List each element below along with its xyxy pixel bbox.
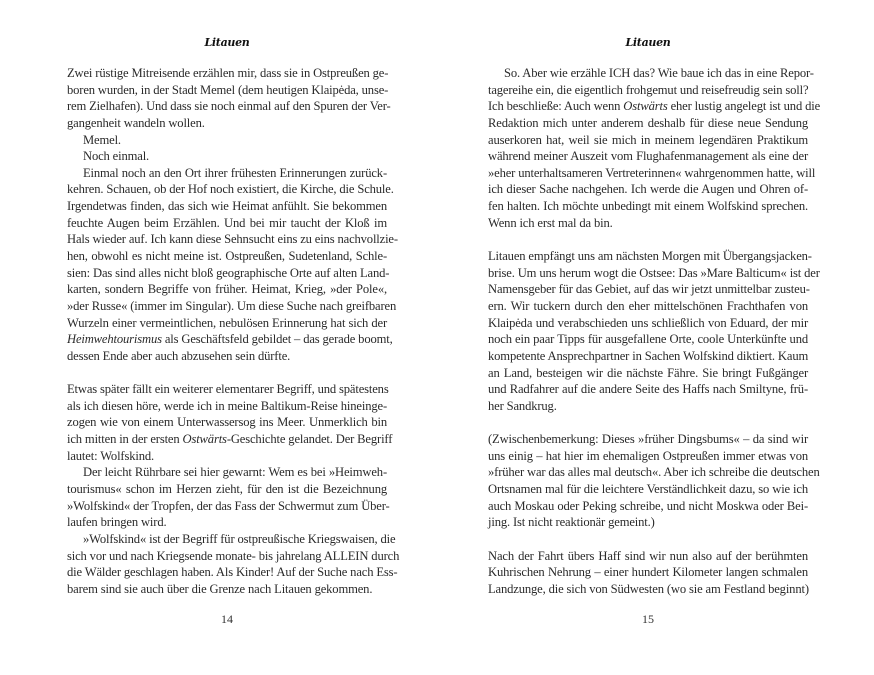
- text-line: [67, 315, 387, 332]
- text-line: [67, 548, 400, 565]
- text-span: »der Russe« (immer im Singular). Um diese Suche nach greifbaren: [67, 298, 397, 313]
- text-span: »früher war das alles mal deutsch«. Aber ich schreibe die deutschen: [488, 465, 820, 480]
- text-span: So. Aber wie erzähle ICH das? Wie baue ich das in eine Repor-: [504, 66, 814, 80]
- text-span: gangenheit wandeln wollen.: [67, 115, 205, 130]
- text-section: [488, 431, 820, 531]
- text-line: [67, 281, 387, 298]
- text-span: Memel.: [83, 132, 121, 147]
- text-line: [488, 65, 814, 82]
- text-section: [67, 65, 398, 365]
- text-line: [67, 348, 387, 365]
- text-span: Hals wieder auf. Ich kann diese Sehnsucht eins zu eins nachvollzie-: [67, 232, 398, 247]
- text-span: Noch einmal.: [83, 149, 150, 164]
- text-line: [488, 464, 820, 481]
- text-span: kompetente Ansprechpartner in Sachen Wolfskind diktiert. Kaum: [488, 348, 809, 363]
- text-line: [488, 331, 808, 348]
- text-line: [488, 198, 808, 215]
- text-span: -Geschichte gelandet. Der Begriff: [226, 432, 393, 447]
- text-span: Der leicht Rührbare sei hier gewarnt: Wem es bei »Heimweh-: [83, 465, 387, 480]
- text-line: [67, 231, 398, 248]
- text-line: [488, 248, 812, 265]
- text-section: [488, 548, 808, 598]
- text-line: [488, 181, 808, 198]
- text-line: [67, 198, 387, 215]
- text-span: Ich beschließe: Auch wenn: [488, 99, 624, 114]
- text-line: [488, 148, 808, 165]
- italic-text: Heimwehtourismus: [67, 332, 162, 347]
- paragraph: [67, 165, 398, 365]
- text-line: [488, 398, 808, 415]
- paragraph: [488, 431, 820, 531]
- text-line: [67, 514, 387, 531]
- text-line: [488, 548, 808, 565]
- text-line: [67, 65, 387, 82]
- text-span: ern. Wir tuckern durch den eher mittelschönen Frachthafen von: [488, 298, 808, 313]
- page-number: 15: [642, 612, 654, 626]
- text-span: lautet: Wolfskind.: [67, 448, 154, 463]
- text-section: [67, 381, 400, 597]
- text-line: [488, 564, 808, 581]
- text-line: [488, 132, 808, 149]
- text-line: [488, 365, 808, 382]
- text-line: [488, 581, 808, 598]
- text-span: Irgendetwas finden, das sich wie Heimat anfühlt. Sie bekommen: [67, 199, 387, 214]
- text-line: [67, 148, 387, 165]
- text-line: [488, 431, 808, 448]
- text-line: [67, 215, 387, 232]
- running-header: Litauen: [204, 36, 250, 49]
- text-span: (Zwischenbemerkung: Dieses »früher Dingsbums« – da sind wir: [488, 432, 808, 447]
- text-span: Wurzeln einer vermeintlichen, nebulösen Erinnerung hat sich der: [67, 315, 387, 330]
- text-line: [488, 98, 821, 115]
- text-span: eher lustig angelegt ist und die: [667, 99, 821, 114]
- text-line: [67, 564, 398, 581]
- text-line: [67, 481, 387, 498]
- text-span: ich dieser Sache nachgehen. Ich werde die Augen und Ohren of-: [488, 182, 808, 197]
- text-span: karten, sondern Begriffe von früher. Heimat, Krieg, »der Pole«,: [67, 282, 387, 297]
- right-page: [437, 0, 874, 675]
- text-span: Klaipėda und verabschieden uns schließlich von Eduard, der mir: [488, 315, 808, 330]
- text-span: Ortsnamen mal für die leichtere Verständlichkeit dazu, so wie ich: [488, 482, 808, 497]
- text-line: [67, 431, 393, 448]
- text-span: und Radfahrer auf die andere Seite des Haffs nach Smiltyne, frü-: [488, 382, 808, 397]
- text-span: Kuhrischen Nehrung – einer hundert Kilometer langen schmalen: [488, 565, 808, 580]
- text-span: auserkoren hat, weil sie mich in meinem legendären Praktikum: [488, 132, 808, 147]
- paragraph: [67, 381, 393, 464]
- text-line: [67, 165, 387, 182]
- text-line: [488, 215, 808, 232]
- text-span: »Wolfskind« ist der Begriff für ostpreußische Kriegswaisen, die: [83, 531, 396, 546]
- italic-text: Ostwärts: [182, 432, 227, 447]
- text-line: [488, 298, 808, 315]
- text-line: [67, 498, 390, 515]
- text-span: her Sandkrug.: [488, 398, 557, 413]
- text-span: tagereihe ein, die eigentlich frohgemut und reisefreudig sein soll?: [488, 82, 809, 97]
- text-span: noch ein paar Tipps für ausgefallene Orte, coole Unterkünfte und: [488, 332, 808, 347]
- text-span: »Wolfskind« der Tropfen, der das Fass der Schwermut zum Über-: [67, 498, 390, 513]
- text-span: auch Moskau oder Peking schreibe, und nicht Moskwa oder Bei-: [488, 498, 808, 513]
- text-span: zogen wie von einem Unterwassersog ins Meer. Unmerklich bin: [67, 415, 387, 430]
- text-span: feuchte Augen beim Erzählen. Und bei mir taucht der Kloß im: [67, 215, 387, 230]
- text-span: ich mitten in der ersten: [67, 432, 183, 447]
- text-line: [67, 298, 397, 315]
- text-span: fen halten. Ich möchte unbedingt mit einem Wolfskind sprechen.: [488, 199, 808, 214]
- text-line: [488, 281, 808, 298]
- text-line: [488, 165, 816, 182]
- text-span: »eher unterhaltsameren Vertreterinnen« wahrgenommen hatte, will: [488, 165, 816, 180]
- text-span: jing. Ist nicht reaktionär gemeint.): [488, 515, 655, 530]
- text-span: während meiner Auszeit vom Flughafenmanagement als eine der: [488, 149, 808, 164]
- text-line: [67, 331, 393, 348]
- text-section: [488, 248, 820, 414]
- text-line: [67, 265, 390, 282]
- text-line: [488, 381, 808, 398]
- text-line: [67, 132, 387, 149]
- text-line: [67, 414, 387, 431]
- text-line: [488, 265, 820, 282]
- text-line: [67, 98, 391, 115]
- text-span: brise. Um uns herum wogt die Ostsee: Das »Mare Balticum« ist der: [488, 265, 820, 280]
- text-line: [67, 82, 387, 99]
- text-line: [488, 448, 808, 465]
- text-span: als ich diesen höre, werde ich in meine Baltikum-Reise hineinge-: [67, 398, 387, 413]
- text-section: [488, 65, 821, 231]
- text-line: [488, 498, 808, 515]
- text-span: boren wurden, in der Stadt Memel (dem heutigen Klaipėda, unse-: [67, 82, 389, 97]
- paragraph: [67, 148, 387, 165]
- page-body: [67, 65, 400, 598]
- text-span: die Wälder geschlagen haben. Als Kinder! Auf der Suche nach Ess-: [67, 565, 398, 580]
- text-span: Wenn ich erst mal da bin.: [488, 215, 613, 230]
- text-span: Nach der Fahrt übers Haff sind wir nun also auf der berühmten: [488, 548, 808, 563]
- paragraph: [488, 65, 821, 231]
- paragraph: [67, 464, 390, 531]
- text-span: rem Zielhafen). Und dass sie noch einmal auf den Spuren der Ver-: [67, 99, 391, 114]
- text-line: [67, 448, 387, 465]
- text-line: [67, 115, 387, 132]
- text-span: hen, obwohl es nicht meine ist. Ostpreußen, Sudetenland, Schle-: [67, 249, 387, 264]
- running-header: Litauen: [625, 36, 671, 49]
- text-span: laufen bringen wird.: [67, 515, 167, 530]
- text-line: [488, 514, 808, 531]
- page-number: 14: [221, 612, 233, 626]
- text-line: [488, 315, 808, 332]
- text-line: [67, 531, 396, 548]
- text-line: [488, 115, 808, 132]
- text-line: [67, 464, 387, 481]
- paragraph: [67, 132, 387, 149]
- page-body: [488, 65, 821, 598]
- paragraph: [67, 531, 400, 598]
- paragraph: [488, 548, 808, 598]
- text-span: kehren. Schauen, ob der Hof noch existiert, die Kirche, die Schule.: [67, 182, 394, 197]
- text-span: als Geschäftsfeld gebildet – das gerade boomt,: [161, 332, 393, 347]
- text-line: [488, 82, 808, 99]
- paragraph: [67, 65, 391, 132]
- text-line: [67, 398, 387, 415]
- text-line: [67, 181, 394, 198]
- text-span: an Land, besteigen wir die nächste Fähre. Sie bringt Fußgänger: [488, 365, 808, 380]
- text-span: Landzunge, die sich von Südwesten (wo sie am Festland beginnt): [488, 581, 809, 596]
- text-span: Etwas später fällt ein weiterer elementarer Begriff, und spätestens: [67, 382, 389, 397]
- paragraph: [488, 248, 820, 414]
- text-span: tourismus« schon im Herzen zieht, für den ist die Bezeichnung: [67, 482, 387, 497]
- text-span: sien: Das sind alles nicht bloß geographische Orte auf alten Land-: [67, 265, 390, 280]
- text-span: dessen Ende aber auch abzusehen sein dürfte.: [67, 348, 291, 363]
- text-span: Litauen empfängt uns am nächsten Morgen mit Übergangsjacken-: [488, 249, 812, 264]
- text-line: [67, 248, 387, 265]
- text-span: Zwei rüstige Mitreisende erzählen mir, dass sie in Ostpreußen ge-: [67, 66, 389, 80]
- text-span: uns einig – hat hier im ehemaligen Ostpreußen immer etwas von: [488, 448, 808, 463]
- text-span: Namensgeber für das Gebiet, auf das wir jetzt unmittelbar zusteu-: [488, 282, 810, 297]
- text-line: [488, 348, 808, 365]
- text-line: [67, 581, 387, 598]
- text-line: [67, 381, 387, 398]
- text-line: [488, 481, 808, 498]
- italic-text: Ostwärts: [623, 99, 668, 114]
- text-span: Redaktion mich unter anderem deshalb für diese neue Sendung: [488, 115, 808, 130]
- text-span: sich vor und nach Kriegsende monate- bis jahrelang ALLEIN durch: [67, 548, 400, 563]
- text-span: Einmal noch an den Ort ihrer frühesten Erinnerungen zurück-: [83, 165, 387, 180]
- text-span: barem sind sie auch über die Grenze nach Litauen gekommen.: [67, 581, 373, 596]
